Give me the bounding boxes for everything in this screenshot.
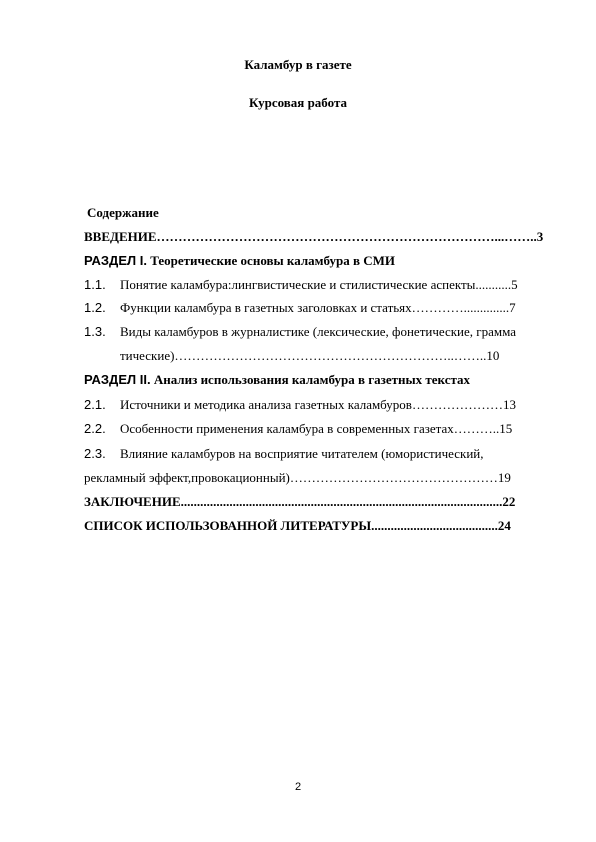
entry-text: Функции каламбура в газетных заголовках и статьях…………..............7 [120, 300, 516, 315]
entry-number: 1.2. [84, 300, 106, 315]
toc-entry-1-1 [84, 277, 554, 293]
entry-number: 2.1. [84, 397, 106, 412]
page-number: 2 [294, 781, 302, 793]
entry-number: 2.3. [84, 446, 106, 461]
toc-entry-1-2 [84, 300, 554, 316]
document-title: Каламбур в газете [244, 57, 352, 72]
entry-number: 1.3. [84, 324, 106, 339]
section-title: Теоретические основы каламбура в СМИ [150, 253, 395, 268]
document-subtitle: Курсовая работа [248, 95, 347, 110]
toc-section-2 [84, 372, 554, 388]
toc-entry-conclusion: ЗАКЛЮЧЕНИЕ...................................................................................................22 [84, 494, 516, 509]
section-title: Анализ использования каламбура в газетных текстах [153, 372, 471, 387]
toc-entry-introduction: ВВЕДЕНИЕ……………………………………………………………………...……..3 [84, 229, 544, 244]
toc-entry-1-3 [84, 324, 554, 340]
toc-heading: Содержание [87, 205, 159, 220]
toc-entry-2-2 [84, 421, 554, 437]
section-prefix: РАЗДЕЛ II. [84, 372, 151, 387]
entry-number: 1.1. [84, 277, 106, 292]
toc-entry-2-1 [84, 397, 554, 413]
entry-text: Влияние каламбуров на восприятие читателем (юмористический, [120, 446, 484, 461]
toc-entry-2-3-continued: рекламный эффект,провокационный)…………………………………………19 [84, 470, 511, 485]
entry-text: Понятие каламбура:лингвистические и стилистические аспекты...........5 [120, 277, 518, 292]
entry-text: Виды каламбуров в журналистике (лексические, фонетические, грамма [120, 324, 517, 339]
toc-entry-2-3 [84, 446, 554, 462]
entry-number: 2.2. [84, 421, 106, 436]
toc-section-1 [84, 253, 554, 269]
entry-text: Источники и методика анализа газетных каламбуров…………………13 [120, 397, 516, 412]
section-prefix: РАЗДЕЛ I. [84, 253, 147, 268]
toc-entry-1-3-continued: тические)………………………………………………………..……..10 [120, 348, 500, 363]
toc-entry-references: СПИСОК ИСПОЛЬЗОВАННОЙ ЛИТЕРАТУРЫ.......................................24 [84, 518, 511, 533]
entry-text: Особенности применения каламбура в современных газетах………..15 [120, 421, 513, 436]
